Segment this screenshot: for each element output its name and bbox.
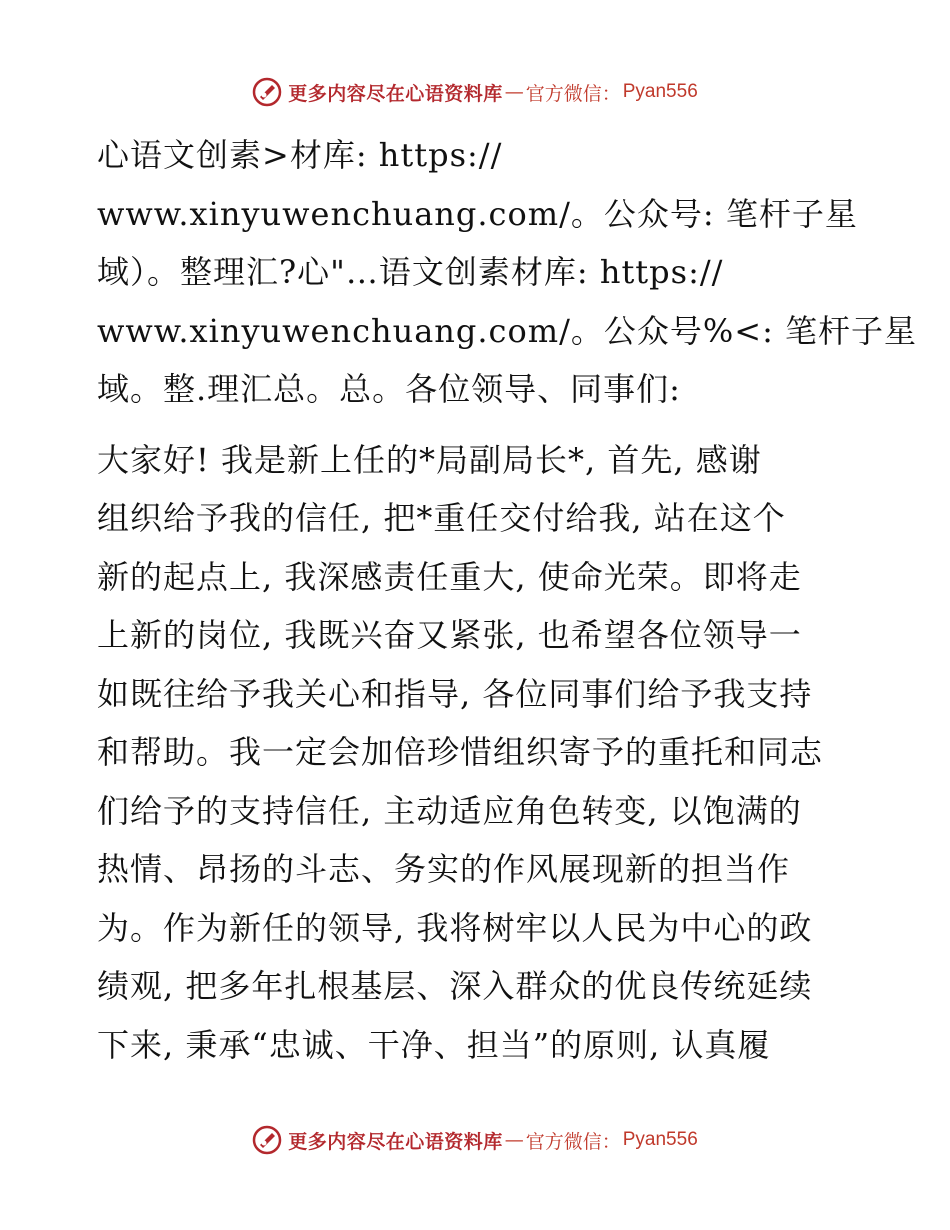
banner-text: 更多内容尽在心语资料库 xyxy=(288,1130,503,1153)
text-line: 绩观, 把多年扎根基层、深入群众的优良传统延续 xyxy=(97,967,813,1005)
banner-separator: — xyxy=(504,1129,524,1151)
paragraph-gap xyxy=(97,419,857,431)
banner-wechat-label: 官方微信： xyxy=(525,1130,621,1153)
text-line: 心语文创素>材库: https:// xyxy=(97,136,503,174)
text-line: 新的起点上, 我深感责任重大, 使命光荣。即将走 xyxy=(97,557,802,596)
brand-logo-icon xyxy=(252,1125,282,1155)
text-line: 域）。整理汇?心"…语文创素材库: https:// xyxy=(97,253,724,291)
banner-wechat-id: Pyan556 xyxy=(622,1129,698,1150)
footer-banner xyxy=(0,1120,950,1160)
text-line: 大家好! 我是新上任的*局副局长*, 首先, 感谢 xyxy=(97,440,762,479)
text-line: 上新的岗位, 我既兴奋又紧张, 也希望各位领导一 xyxy=(97,616,802,654)
text-line: www.xinyuwenchuang.com/。公众号: 笔杆子星 xyxy=(97,194,858,233)
text-line: 热情、昂扬的斗志、务实的作风展现新的担当作 xyxy=(97,850,791,888)
banner-separator: — xyxy=(504,81,524,103)
banner-wechat-id: Pyan556 xyxy=(622,81,698,102)
text-line: 们给予的支持信任, 主动适应角色转变, 以饱满的 xyxy=(97,791,802,830)
text-line: www.xinyuwenchuang.com/。公众号%<: 笔杆子星 xyxy=(97,311,918,350)
text-line: 下来, 秉承“忠诚、干净、担当”的原则, 认真履 xyxy=(97,1025,771,1064)
text-line: 域。整.理汇总。总。各位领导、同事们: xyxy=(97,370,681,408)
paragraph-speech xyxy=(97,431,857,1075)
header-banner xyxy=(0,72,950,112)
brand-logo-icon xyxy=(252,77,282,107)
banner-wechat-label: 官方微信： xyxy=(525,82,621,105)
document-body xyxy=(97,126,918,1074)
text-line: 组织给予我的信任, 把*重任交付给我, 站在这个 xyxy=(97,499,786,537)
text-line: 如既往给予我关心和指导, 各位同事们给予我支持 xyxy=(97,674,813,713)
banner-text: 更多内容尽在心语资料库 xyxy=(288,82,503,105)
text-line: 和帮助。我一定会加倍珍惜组织寄予的重托和同志 xyxy=(97,733,824,771)
paragraph-source-notice xyxy=(97,126,918,419)
text-line: 为。作为新任的领导, 我将树牢以人民为中心的政 xyxy=(97,908,813,947)
